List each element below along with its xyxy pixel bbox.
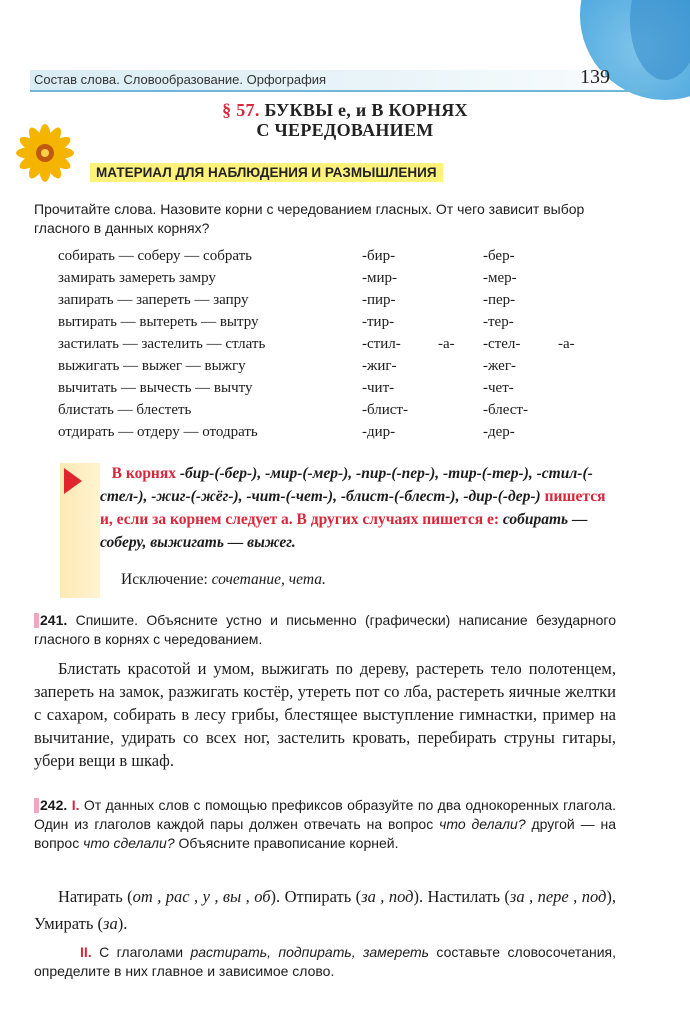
prefixes: за , под: [361, 887, 414, 906]
verb-text: ).: [117, 914, 128, 933]
root-e: -дер-: [483, 424, 515, 440]
verb-text: ), Умирать (: [34, 887, 616, 933]
word-row: [58, 380, 618, 401]
prefixes: за: [103, 914, 118, 933]
section-title-line1: БУКВЫ е, и В КОРНЯХ: [264, 100, 468, 120]
exception-label: Исключение:: [121, 571, 208, 588]
task-text: составьте словосочетания, определите в них главное и зависимое слово.: [34, 944, 616, 979]
root-i: -тир-: [362, 314, 395, 330]
word-forms: замирать замереть замру: [58, 270, 216, 286]
exception-words: сочетание, чета.: [211, 571, 326, 588]
word-row: [58, 292, 618, 313]
rule-intro: В корнях: [111, 465, 177, 482]
word-forms: застилать — застелить — стлать: [58, 336, 266, 352]
header-rule: [30, 90, 650, 92]
exercise-241-text: Блистать красотой и умом, выжигать по дереву, растереть тело полотенцем, запереть на замок, разжигать костёр, утереть пот со лба, растереть яичные желтки с сахаром, собирать в лесу грибы, блестящее выступление гимнастки, пример на вычитание, удирать со всех ног, застелить кровать, перебирать струны гитары, убери вещи в шкаф.: [34, 659, 616, 770]
root-e: -мер-: [483, 270, 517, 286]
word-forms: вытирать — вытереть — вытру: [58, 314, 259, 330]
rule-roots: -бир-(-бер-), -мир-(-мер-), -пир-(-пер-), -тир-(-тер-), -стил-(-стел-), -жиг-(-жёг-), -чит-(-чет-), -блист-(-блест-), -дир-(-дер-): [100, 465, 593, 505]
flower-icon: [14, 122, 76, 184]
root-i: -бир-: [362, 248, 396, 264]
rule-arrow-icon: [64, 468, 82, 494]
word-forms: отдирать — отдеру — отодрать: [58, 424, 258, 440]
root-i: -дир-: [362, 424, 396, 440]
rule-examples: собирать — соберу, выжигать — выжег.: [100, 511, 588, 551]
part-label: II.: [80, 944, 92, 960]
task-text: С глаголами: [99, 944, 184, 960]
word-forms: блистать — блестеть: [58, 402, 192, 418]
running-title: Состав слова. Словообразование. Орфография: [34, 72, 327, 87]
root-e: -тер-: [483, 314, 514, 330]
word-forms: запирать — запереть — запру: [58, 292, 249, 308]
section-number: § 57.: [222, 100, 260, 120]
word-forms: вычитать — вычесть — вычту: [58, 380, 253, 396]
rule-condition: пишется и, если за корнем следует а. В других случаях пишется е:: [100, 488, 606, 528]
verb-text: Натирать (: [58, 887, 133, 906]
root-e: -стел-: [483, 336, 521, 352]
verb-text: ). Настилать (: [413, 887, 510, 906]
root-e: -чет-: [483, 380, 514, 396]
observation-label: МАТЕРИАЛ ДЛЯ НАБЛЮДЕНИЯ И РАЗМЫШЛЕНИЯ: [90, 163, 443, 182]
root-i: -чит-: [362, 380, 395, 396]
root-i: -блист-: [362, 402, 408, 418]
section-title: [0, 100, 690, 140]
word-row: [58, 248, 618, 269]
root-e: -пер-: [483, 292, 516, 308]
exercise-242-task: [34, 796, 616, 853]
word-forms: выжигать — выжег — выжгу: [58, 358, 246, 374]
word-row: [58, 270, 618, 291]
word-forms: собирать — соберу — собрать: [58, 248, 252, 264]
part-label: I.: [71, 797, 80, 813]
word-row: [58, 402, 618, 423]
root-i: -пир-: [362, 292, 396, 308]
page-number: 139: [580, 66, 610, 88]
task-text: От данных слов с помощью префиксов образуйте по два однокоренных глагола. Один из глаголов каждой пары должен отвечать на вопрос: [34, 797, 616, 832]
task-text: другой — на вопрос: [34, 816, 616, 851]
exercise-242-part2: [34, 943, 616, 981]
root-e: -блест-: [483, 402, 528, 418]
task-text: Объясните правописание корней.: [178, 835, 399, 851]
word-row: [58, 358, 618, 379]
exercise-242-words: [34, 883, 616, 937]
exercise-241-task: [34, 611, 616, 649]
suffix-a: -а-: [438, 336, 455, 352]
rule-exception: [121, 571, 326, 589]
exercise-task: Спишите. Объясните устно и письменно (графически) написание безударного гласного в корнях с чередованием.: [34, 612, 616, 647]
root-i: -жиг-: [362, 358, 397, 374]
word-row: [58, 314, 618, 335]
instruction-text: Прочитайте слова. Назовите корни с чередованием гласных. От чего зависит выбор гласного в данных корнях?: [34, 201, 585, 236]
exercise-number: 241.: [34, 612, 67, 628]
root-i: -мир-: [362, 270, 398, 286]
task-verbs: растирать, подпирать, замереть: [190, 944, 429, 960]
question-1: что делали?: [439, 816, 526, 832]
word-row: [58, 424, 618, 445]
question-2: что сделали?: [83, 835, 175, 851]
word-row: [58, 336, 618, 357]
prefixes: за , пере , под: [509, 887, 607, 906]
prefixes: от , рас , у , вы , об: [132, 887, 271, 906]
root-e: -жег-: [483, 358, 516, 374]
root-i: -стил-: [362, 336, 401, 352]
root-e: -бер-: [483, 248, 515, 264]
section-title-line2: С ЧЕРЕДОВАНИЕМ: [256, 120, 434, 140]
suffix-a: -а-: [558, 336, 575, 352]
verb-text: ). Отпирать (: [270, 887, 362, 906]
rule-text: [100, 462, 618, 554]
exercise-number: 242.: [34, 797, 67, 813]
